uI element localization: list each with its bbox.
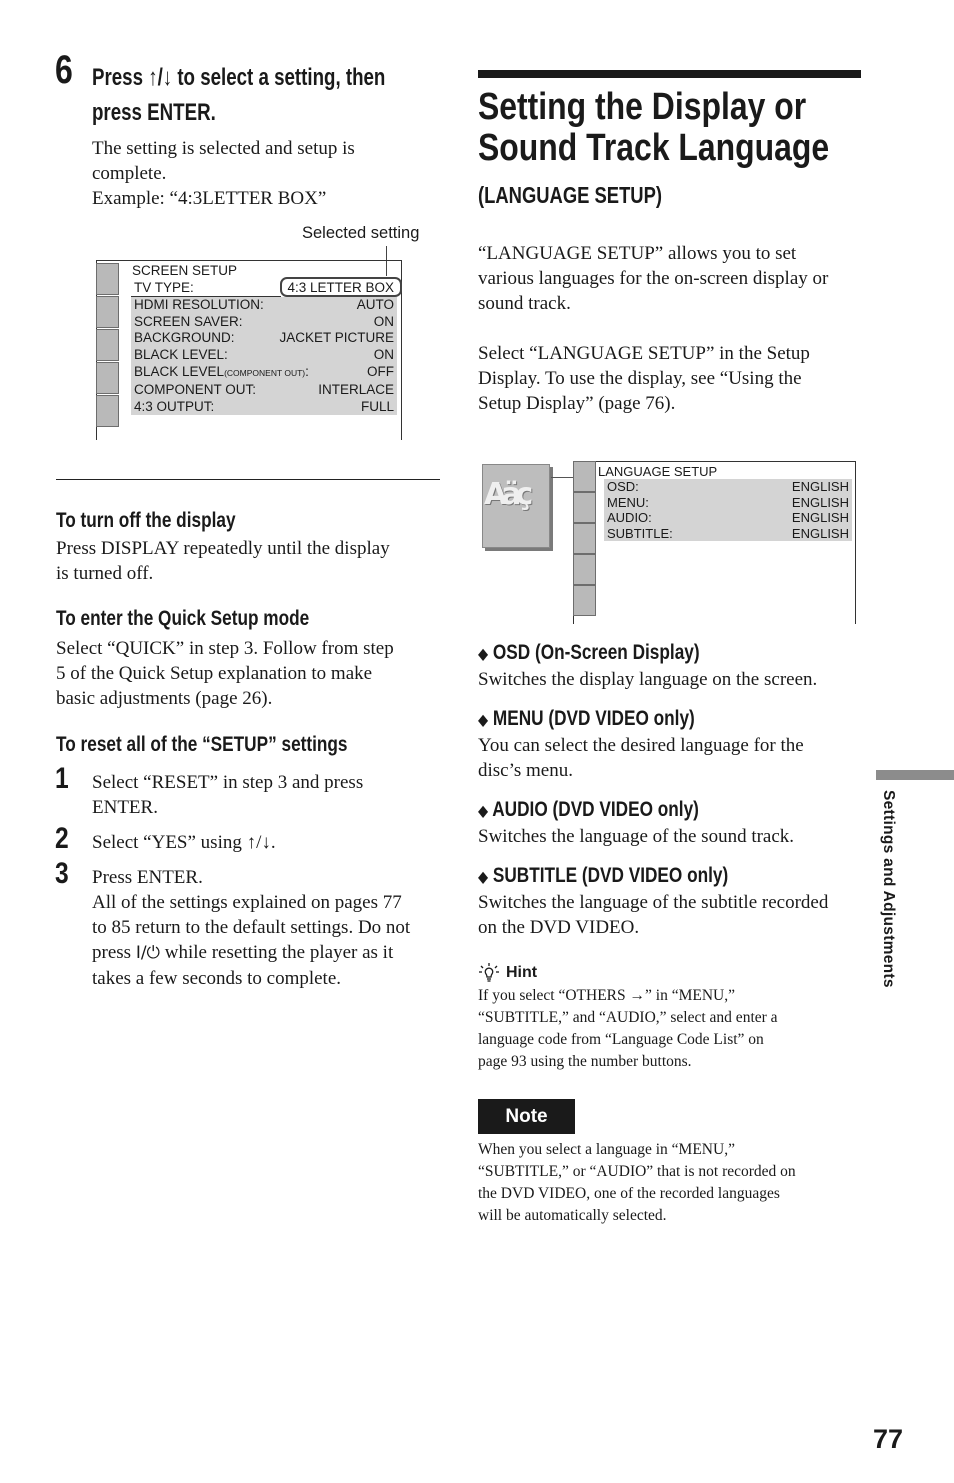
intro-paragraph-2 [478, 341, 868, 416]
setting-row-4-3-output[interactable] [131, 399, 397, 416]
menu-bar-cell [573, 523, 596, 554]
item-body-audio: Switches the language of the sound track. [478, 826, 795, 847]
item-heading-subtitle [478, 864, 728, 888]
item-body-menu [478, 733, 868, 783]
note-line3: the DVD VIDEO, one of the recorded languages [478, 1185, 780, 1202]
intro2-line3: Setup Display” (page 76). [478, 393, 676, 414]
intro1-line3: sound track. [478, 293, 571, 314]
setting-value: ON [373, 347, 394, 363]
step6-heading-line1: Press ↑/↓ to select a setting, then [92, 64, 386, 91]
page-number: 77 [873, 1424, 904, 1454]
reset-step-number-2: 2 [55, 822, 69, 855]
setting-label: COMPONENT OUT: [134, 381, 257, 397]
step6-body [92, 136, 437, 211]
reset-step3-line4 [92, 940, 442, 966]
note-badge [478, 1099, 575, 1134]
menu-bar-cell [96, 329, 119, 361]
display-right-border [855, 461, 856, 624]
reset-step-number-3: 3 [55, 857, 69, 890]
setting-value: AUTO [356, 296, 394, 312]
hint-line2: “SUBTITLE,” and “AUDIO,” select and enter a [478, 1009, 778, 1026]
page-title-line1: Setting the Display or [478, 86, 807, 128]
language-value: ENGLISH [791, 494, 849, 510]
item-body-line: You can select the desired language for the [478, 735, 804, 756]
item-body-line: disc’s menu. [478, 760, 573, 781]
language-label: AUDIO: [607, 510, 652, 525]
language-row-osd[interactable] [604, 479, 852, 495]
quick-line1: Select “QUICK” in step 3. Follow from step [56, 638, 394, 659]
diamond-bullet-icon: ◆ [478, 803, 489, 820]
hint-line4: page 93 using the number buttons. [478, 1053, 692, 1070]
language-label: OSD: [607, 479, 639, 494]
setting-row-black-level-component[interactable] [131, 364, 397, 382]
reset-step3-text [92, 865, 442, 991]
turn-off-body [56, 536, 441, 586]
quick-setup-body [56, 636, 441, 711]
language-icon-letters: Aäç [484, 477, 528, 512]
setting-label: BLACK LEVEL: [134, 347, 228, 363]
menu-bar-cell [573, 492, 596, 523]
language-value: ENGLISH [791, 510, 849, 525]
quick-line3: basic adjustments (page 26). [56, 688, 273, 709]
reset-step2-text: Select “YES” using ↑/↓. [92, 832, 276, 853]
screen-setup-title: SCREEN SETUP [132, 263, 238, 278]
reset-step1-line2: ENTER. [92, 797, 158, 818]
language-setup-title: LANGUAGE SETUP [598, 464, 718, 479]
setting-value: JACKET PICTURE [279, 330, 394, 346]
setting-label: HDMI RESOLUTION: [134, 296, 264, 312]
page-title-line2: Sound Track Language [478, 127, 830, 169]
setting-value: FULL [360, 398, 394, 414]
item-heading-text: MENU (DVD VIDEO only) [492, 707, 695, 730]
title-rule [478, 70, 861, 78]
note-line1: When you select a language in “MENU,” [478, 1141, 735, 1158]
language-list [604, 479, 852, 541]
language-row-subtitle[interactable] [604, 526, 852, 542]
setting-label-colon: : [305, 363, 309, 379]
reset-step3-line3: to 85 return to the default settings. Do not [92, 917, 411, 938]
menu-bar-cell [96, 362, 119, 394]
intro2-line2: Display. To use the display, see “Using the [478, 368, 802, 389]
reset-step3-line4b: while resetting the player as it [160, 942, 394, 963]
item-heading-text: SUBTITLE (DVD VIDEO only) [492, 864, 729, 887]
setting-row-background[interactable] [131, 330, 397, 347]
setting-label-sub: (COMPONENT OUT) [224, 367, 306, 378]
step6-body-line2: complete. [92, 163, 167, 184]
intro1-line1: “LANGUAGE SETUP” allows you to set [478, 243, 797, 264]
language-value: ENGLISH [791, 479, 849, 494]
menu-bar-cell [573, 585, 596, 616]
section-divider [56, 479, 440, 480]
setting-value: ON [373, 313, 394, 329]
diamond-bullet-icon: ◆ [478, 712, 489, 729]
setting-row-black-level[interactable] [131, 347, 397, 364]
menu-bar-cell [96, 263, 119, 295]
language-row-menu[interactable] [604, 495, 852, 511]
language-row-audio[interactable] [604, 510, 852, 526]
quick-setup-heading: To enter the Quick Setup mode [56, 607, 310, 630]
reset-step3-line1: Press ENTER. [92, 867, 203, 888]
setting-value: INTERLACE [318, 381, 394, 397]
item-body-osd: Switches the display language on the screen. [478, 669, 818, 690]
setting-label [134, 364, 309, 382]
language-label: MENU: [607, 494, 649, 510]
settings-list [131, 280, 397, 415]
language-label: SUBTITLE: [607, 525, 673, 541]
turn-off-line2: is turned off. [56, 563, 154, 584]
hint-header [478, 962, 537, 984]
lightbulb-icon [478, 962, 500, 984]
display-top-border [573, 461, 856, 462]
selected-setting-highlight [280, 277, 402, 297]
reset-step3-line2: All of the settings explained on pages 77 [92, 892, 402, 913]
quick-line2: 5 of the Quick Setup explanation to make [56, 663, 373, 684]
language-setup-display [573, 461, 856, 624]
setting-label: TV TYPE: [134, 280, 194, 295]
diamond-bullet-icon: ◆ [478, 646, 489, 663]
setting-row-hdmi-resolution[interactable] [131, 297, 397, 314]
setting-label: SCREEN SAVER: [134, 313, 243, 329]
menu-bar-cell [573, 461, 596, 492]
setting-label-main: BLACK LEVEL [134, 363, 225, 379]
setting-value: 4:3 LETTER BOX [287, 280, 394, 295]
reset-step3-line4a: press [92, 942, 136, 963]
selected-setting-callout: Selected setting [302, 224, 420, 242]
screen-setup-display [96, 260, 402, 440]
reset-step3-line5: takes a few seconds to complete. [92, 968, 342, 989]
reset-step1-line1: Select “RESET” in step 3 and press [92, 772, 364, 793]
menu-bar-cell [573, 554, 596, 585]
item-heading-menu [478, 707, 695, 731]
menu-bar-cell [96, 395, 119, 427]
display-top-border [96, 260, 402, 261]
reset-step1-text [92, 770, 437, 820]
setting-label: BACKGROUND: [134, 330, 235, 346]
item-heading-audio [478, 798, 699, 822]
language-value: ENGLISH [791, 525, 849, 541]
side-tab-label: Settings and Adjustments [880, 790, 897, 988]
item-body-line: on the DVD VIDEO. [478, 917, 640, 938]
step-number-6: 6 [55, 48, 73, 92]
setting-row-screen-saver[interactable] [131, 314, 397, 331]
power-icon: I/⏻ [135, 943, 161, 963]
item-heading-osd [478, 641, 700, 665]
setting-row-component-out[interactable] [131, 382, 397, 399]
side-tab-bar [876, 770, 954, 780]
item-heading-text: AUDIO (DVD VIDEO only) [492, 798, 699, 821]
tv-type-underline [131, 296, 281, 297]
step6-body-line1: The setting is selected and setup is [92, 138, 355, 159]
item-body-line: Switches the language of the subtitle recorded [478, 892, 829, 913]
intro2-line1: Select “LANGUAGE SETUP” in the Setup [478, 343, 810, 364]
hint-body [478, 985, 868, 1073]
note-line4: will be automatically selected. [478, 1207, 667, 1224]
language-icon [482, 464, 550, 548]
hint-line1: If you select “OTHERS →” in “MENU,” [478, 987, 735, 1004]
note-line2: “SUBTITLE,” or “AUDIO” that is not recorded on [478, 1163, 796, 1180]
hint-line3: language code from “Language Code List” on [478, 1031, 764, 1048]
note-body [478, 1139, 870, 1227]
intro-paragraph-1 [478, 241, 868, 316]
hint-label: Hint [506, 964, 538, 981]
note-label: Note [505, 1105, 548, 1127]
turn-off-heading: To turn off the display [56, 509, 236, 532]
diamond-bullet-icon: ◆ [478, 869, 489, 886]
step6-body-line3: Example: “4:3LETTER BOX” [92, 188, 327, 209]
reset-heading: To reset all of the “SETUP” settings [56, 733, 348, 756]
reset-step-number-1: 1 [55, 762, 69, 795]
setting-label: 4:3 OUTPUT: [134, 398, 215, 414]
step6-heading-line2: press ENTER. [92, 99, 216, 126]
turn-off-line1: Press DISPLAY repeatedly until the display [56, 538, 390, 559]
setting-value: OFF [367, 363, 394, 379]
menu-bar-cell [96, 296, 119, 328]
intro1-line2: various languages for the on-screen display or [478, 268, 829, 289]
item-body-subtitle [478, 890, 873, 940]
page-subtitle: (LANGUAGE SETUP) [478, 182, 662, 208]
item-heading-text: OSD (On-Screen Display) [492, 641, 700, 664]
